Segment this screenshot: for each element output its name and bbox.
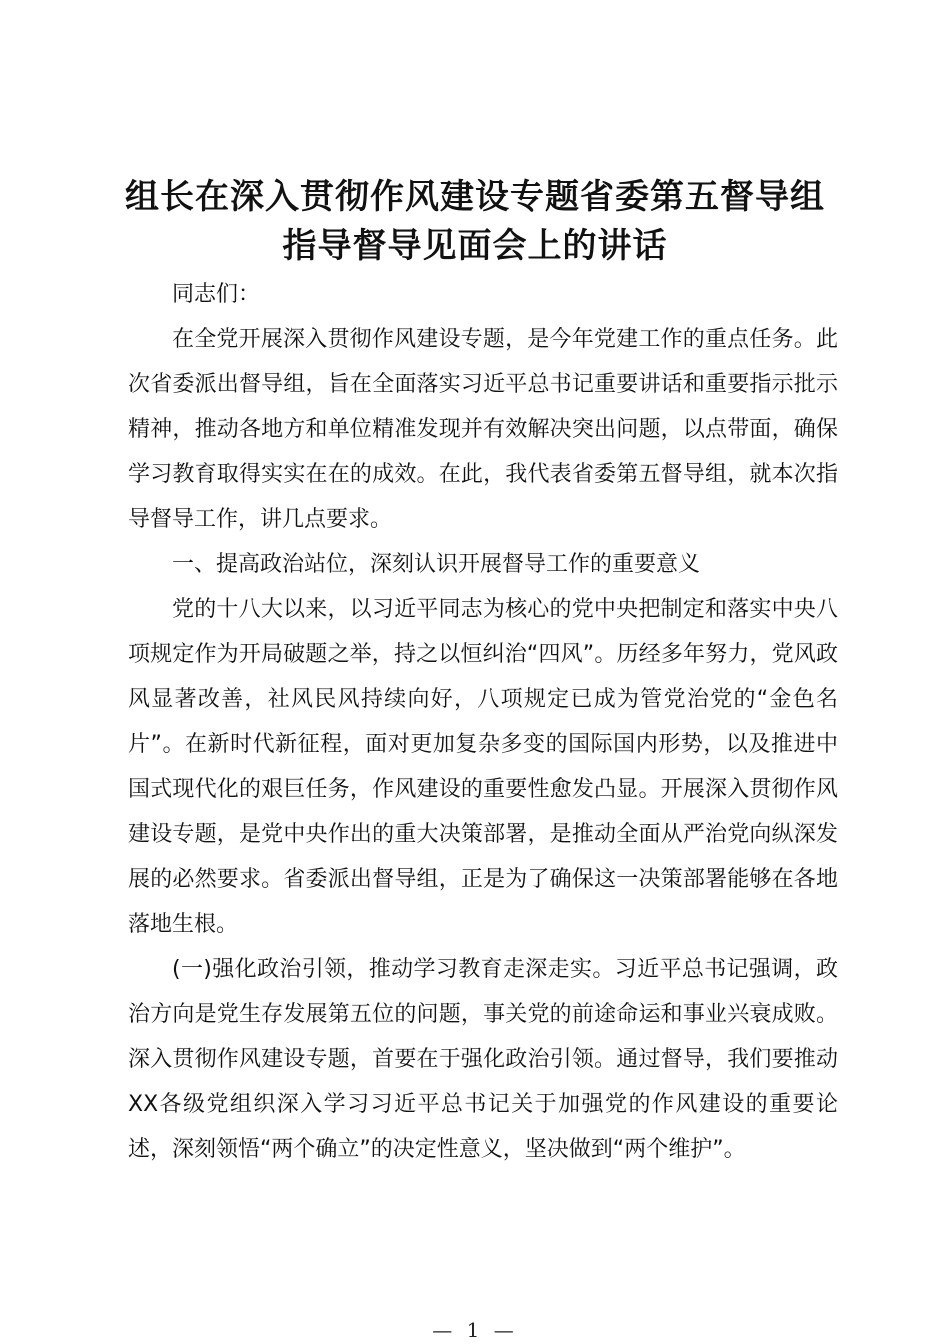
section-heading-1: 一、提高政治站位，深刻认识开展督导工作的重要意义 xyxy=(172,552,701,577)
paragraph-subsection-1: (一)强化政治引领，推动学习教育走深走实。习近平总书记强调，政治方向是党生存发展第五位的问题，事关党的前途命运和事业兴衰成败。深入贯彻作风建设专题，首要在于强化政治引领。通过督导，我们要推动XX各级党组织深入学习习近平总书记关于加强党的作风建设的重要论述，深刻领悟“两个确立”的决定性意义，坚决做到“两个维护”。 xyxy=(128,957,838,1162)
page-number: — 1 — xyxy=(432,1318,518,1342)
document-title-line-2: 指导督导见面会上的讲话 xyxy=(282,226,668,266)
paragraph-intro: 在全党开展深入贯彻作风建设专题，是今年党建工作的重点任务。此次省委派出督导组，旨在全面落实习近平总书记重要讲话和重要指示批示精神，推动各地方和单位精准发现并有效解决突出问题，以点带面，确保学习教育取得实实在在的成效。在此，我代表省委第五督导组，就本次指导督导工作，讲几点要求。 xyxy=(128,327,838,532)
salutation: 同志们： xyxy=(172,282,261,307)
document-body xyxy=(128,272,838,1172)
paragraph-background: 党的十八大以来，以习近平同志为核心的党中央把制定和落实中央八项规定作为开局破题之举，持之以恒纠治“四风”。历经多年努力，党风政风显著改善，社风民风持续向好，八项规定已成为管党治党的“金色名片”。在新时代新征程，面对更加复杂多变的国际国内形势，以及推进中国式现代化的艰巨任务，作风建设的重要性愈发凸显。开展深入贯彻作风建设专题，是党中央作出的重大决策部署，是推动全面从严治党向纵深发展的必然要求。省委派出督导组，正是为了确保这一决策部署能够在各地落地生根。 xyxy=(128,597,838,937)
document-title-line-1: 组长在深入贯彻作风建设专题省委第五督导组 xyxy=(125,177,825,217)
